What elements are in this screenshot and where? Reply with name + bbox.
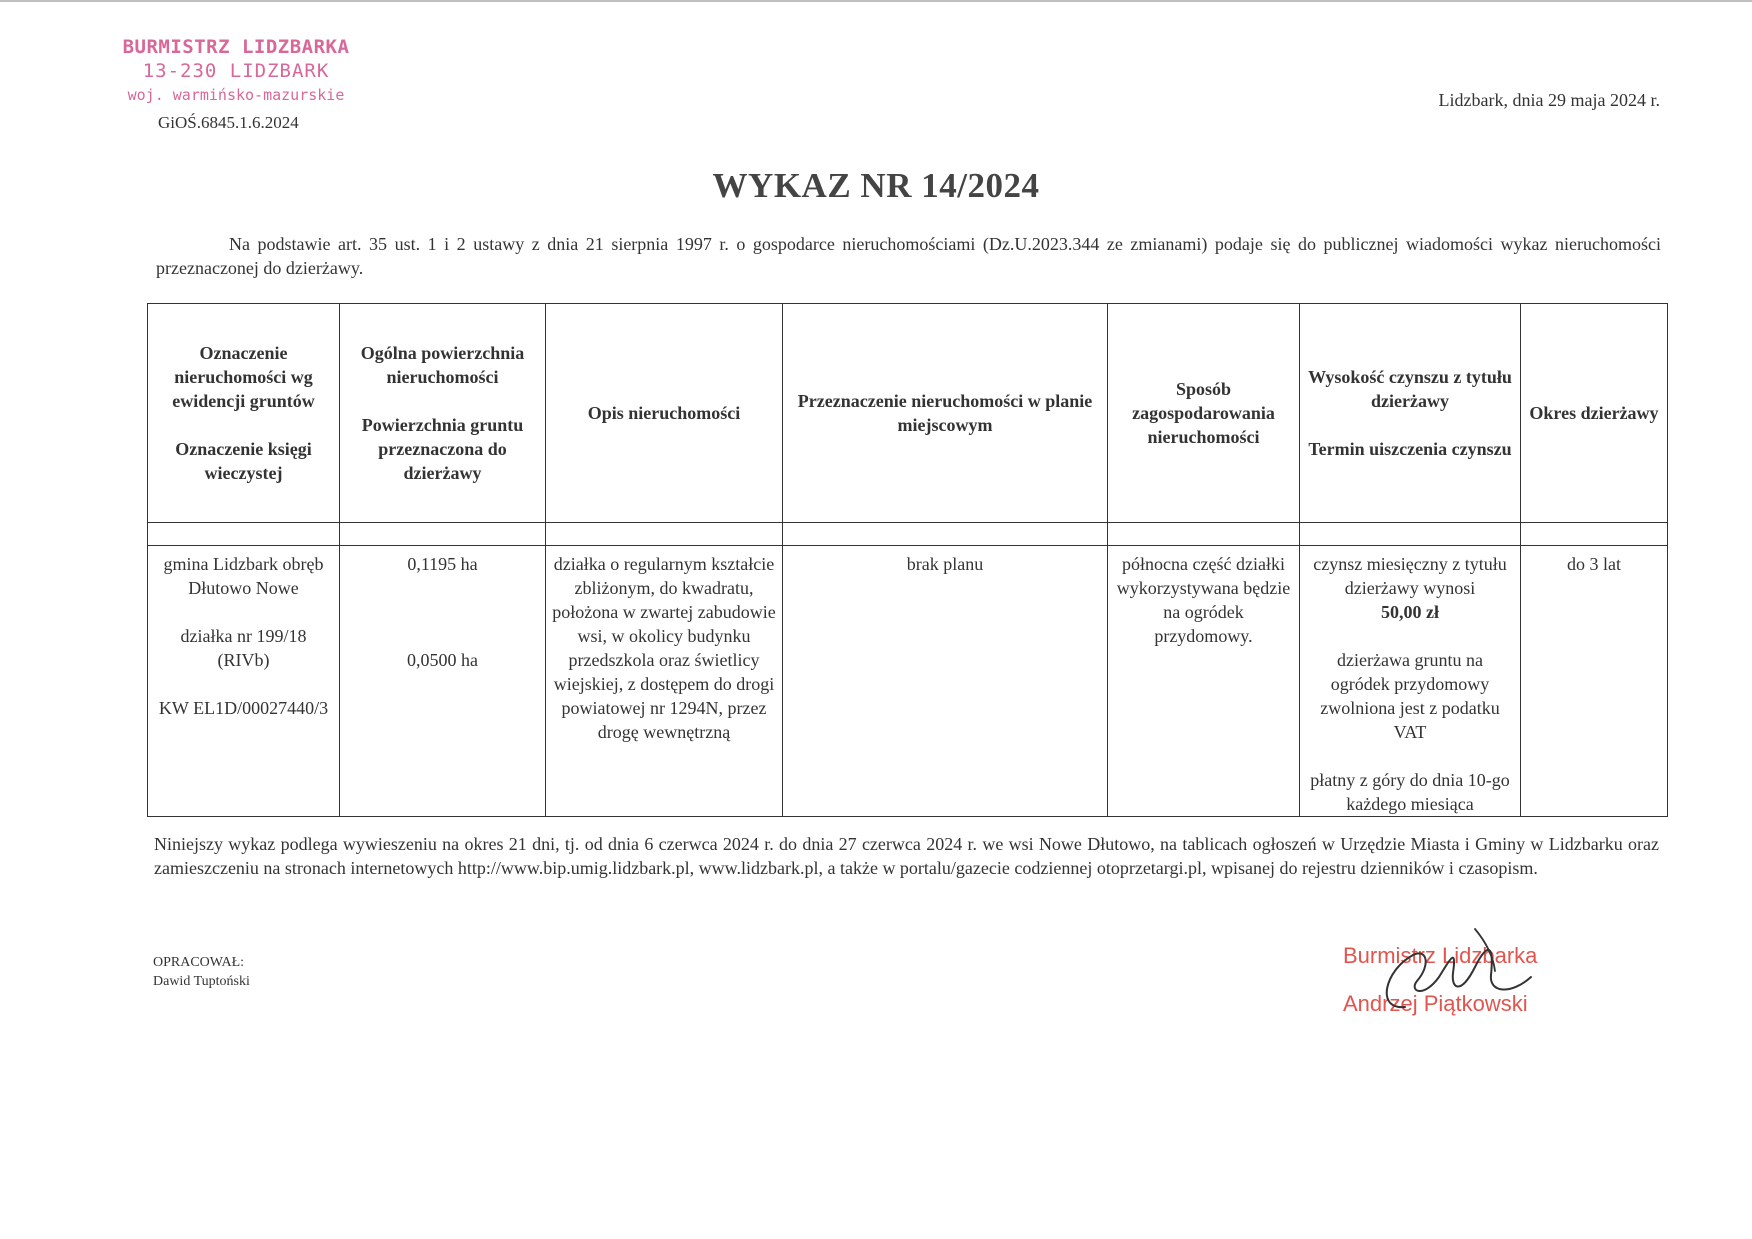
cell-parcel: działka nr 199/18 (RIVb) [180,626,307,670]
cell-designation [148,546,340,817]
header-lease-area: Powierzchnia gruntu przeznaczona do dzierżawy [361,415,524,483]
header-total-area: Ogólna powierzchnia nieruchomości [360,343,525,387]
table-header-row [148,304,1668,523]
header-description: Opis nieruchomości [546,304,783,523]
table-row [148,546,1668,817]
document-title: WYKAZ NR 14/2024 [712,166,1040,205]
stamp-line-3: woj. warmińsko-mazurskie [127,86,345,104]
cell-rent [1300,546,1521,817]
header-rent-amount: Wysokość czynszu z tytułu dzierżawy [1308,367,1512,411]
signature-block [1335,915,1595,1025]
cell-description: działka o regularnym kształcie zbliżonym, do kwadratu, położona w zwartej zabudowie wsi, w okolicy budynku przedszkola oraz świetlicy wiejskiej, z dostępem do drogi powiatowej nr 1294N, przez drogę wewnętrzną [546,546,783,817]
cell-lease-period: do 3 lat [1521,546,1668,817]
cell-usage: północna część działki wykorzystywana będzie na ogródek przydomowy. [1108,546,1300,817]
cell-payment-term: płatny z góry do dnia 10-go każdego miesiąca [1310,770,1510,814]
header-rent [1300,304,1521,523]
header-area [340,304,546,523]
posting-notice: Niniejszy wykaz podlega wywieszeniu na okres 21 dni, tj. od dnia 6 czerwca 2024 r. do dnia 27 czerwca 2024 r. we wsi Nowe Dłutowo, na tablicach ogłoszeń w Urzędzie Miasta i Gminy w Lidzbarku oraz zamieszczeniu na stronach internetowych http://www.bip.umig.lidzbark.pl, www.lidzbark.pl, a także w portalu/gazecie codziennej otoprzetargi.pl, wpisanej do rejestru dzienników i czasopism. [154,834,1659,878]
signature-name: Andrzej Piątkowski [1343,991,1528,1016]
header-designation [148,304,340,523]
header-designation-land-book: Oznaczenie księgi wieczystej [175,439,312,483]
handwritten-signature-icon [1335,915,1595,1025]
top-border-line [0,0,1752,2]
prepared-by-label: OPRACOWAŁ: [153,955,245,970]
cell-rent-text: czynsz miesięczny z tytułu dzierżawy wynosi [1313,554,1507,598]
prepared-by [153,953,250,991]
stamp-line-2: 13-230 LIDZBARK [142,60,330,82]
intro-paragraph: Na podstawie art. 35 ust. 1 i 2 ustawy z dnia 21 sierpnia 1997 r. o gospodarce nieruchomościami (Dz.U.2023.344 ze zmianami) podaje się do publicznej wiadomości wykaz nieruchomości przeznaczonej do dzierżawy. [156,234,1661,278]
cell-land-book: KW EL1D/00027440/3 [158,698,329,718]
office-stamp [96,35,376,107]
property-table [147,303,1668,817]
header-usage: Sposób zagospodarowania nieruchomości [1108,304,1300,523]
header-lease-period: Okres dzierżawy [1521,304,1668,523]
signature-title: Burmistrz Lidzbarka [1343,943,1538,968]
cell-zoning-plan: brak planu [783,546,1108,817]
header-designation-registry: Oznaczenie nieruchomości wg ewidencji gruntów [172,343,315,411]
cell-total-area: 0,1195 ha [407,554,478,574]
document-date: Lidzbark, dnia 29 maja 2024 r. [1438,90,1660,110]
cell-lease-area: 0,0500 ha [407,650,478,670]
reference-number: GiOŚ.6845.1.6.2024 [158,113,299,132]
cell-vat-note: dzierżawa gruntu na ogródek przydomowy zwolniona jest z podatku VAT [1320,650,1500,742]
cell-area [340,546,546,817]
header-zoning-plan: Przeznaczenie nieruchomości w planie miejscowym [783,304,1108,523]
header-payment-term: Termin uiszczenia czynszu [1308,439,1512,459]
cell-rent-amount: 50,00 zł [1381,602,1439,622]
cell-location: gmina Lidzbark obręb Dłutowo Nowe [163,554,324,598]
table-spacer-row [148,523,1668,546]
stamp-line-1: BURMISTRZ LIDZBARKA [122,36,350,58]
prepared-by-name: Dawid Tuptoński [153,974,250,989]
